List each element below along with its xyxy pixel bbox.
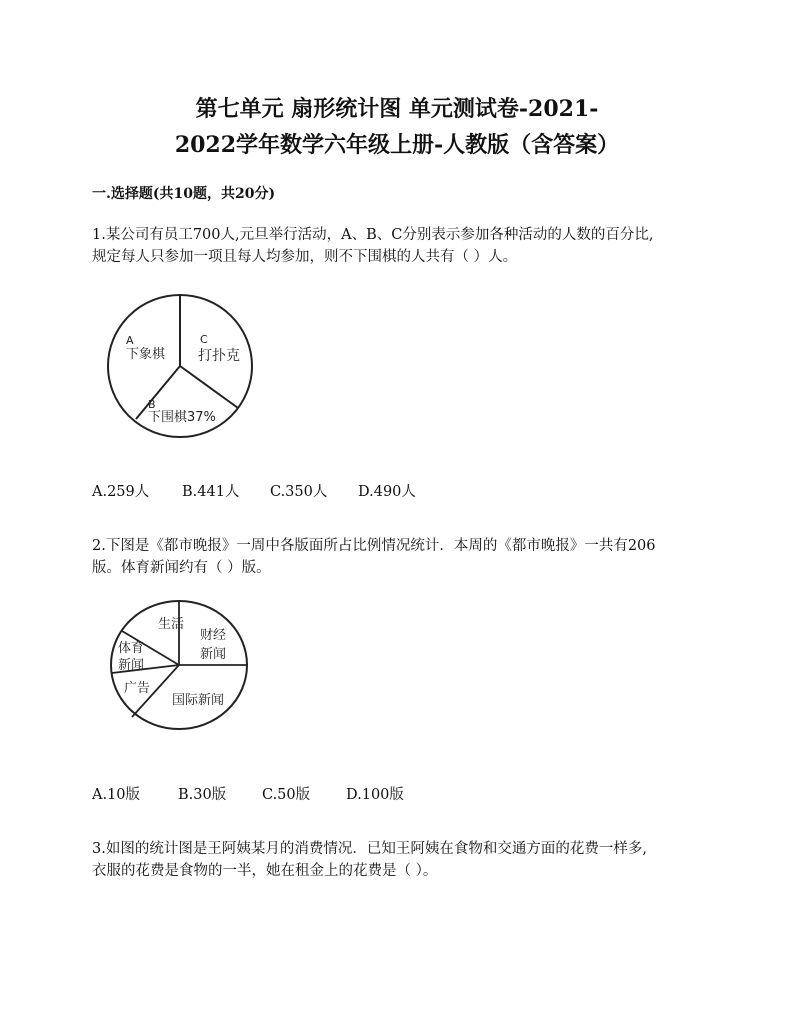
question-2-option-a[interactable]: A.10版: [92, 787, 141, 803]
question-2: [92, 535, 702, 579]
section-heading: 一.选择题(共10题，共20分): [92, 186, 276, 202]
question-1-option-d[interactable]: D.490人: [358, 484, 416, 500]
pie-1-slice-c-label: 打扑克: [198, 348, 240, 364]
question-3: [92, 838, 702, 882]
pie-2-slice-ads-label: 广告: [124, 681, 151, 696]
question-1-text-line1: 1.某公司有员工700人,元旦举行活动，A、B、C分别表示参加各种活动的人数的百分比,: [92, 227, 654, 243]
question-1-option-c[interactable]: C.350人: [270, 484, 328, 500]
question-1-pie-chart: [100, 282, 260, 442]
question-2-text-line2: 版。体育新闻约有（ ）版。: [92, 560, 271, 576]
question-2-text-line1: 2.下图是《都市晚报》一周中各版面所占比例情况统计．本周的《都市晚报》一共有206: [92, 538, 656, 554]
pie-2-slice-finance-label-line2: 新闻: [200, 647, 227, 662]
pie-1-slice-c-letter: C: [200, 333, 208, 346]
pie-1-slice-a-label: 下象棋: [126, 347, 166, 362]
pie-2-slice-international-label: 国际新闻: [172, 693, 225, 708]
pie-1-slice-b-label: 下围棋37%: [148, 410, 216, 425]
document-title-line2: 2022学年数学六年级上册-人教版（含答案）: [174, 132, 620, 158]
question-3-text-line1: 3.如图的统计图是王阿姨某月的消费情况．已知王阿姨在食物和交通方面的花费一样多,: [92, 841, 647, 857]
question-1-text-line2: 规定每人只参加一项且每人均参加，则不下围棋的人共有（ ）人。: [92, 249, 518, 265]
pie-1-divider-right: [180, 366, 238, 408]
question-3-text-line2: 衣服的花费是食物的一半，她在租金上的花费是（ ）。: [92, 863, 438, 879]
document-title-line1: 第七单元 扇形统计图 单元测试卷-2021-: [195, 96, 599, 122]
question-2-option-b[interactable]: B.30版: [178, 787, 227, 803]
question-2-option-c[interactable]: C.50版: [262, 787, 311, 803]
question-1: [92, 224, 702, 268]
question-2-option-d[interactable]: D.100版: [346, 787, 404, 803]
pie-1-slice-a-letter: A: [126, 334, 134, 347]
question-2-pie-chart: [104, 597, 254, 737]
question-2-options: [92, 783, 404, 804]
question-1-options: [92, 480, 416, 501]
pie-1-slice-b-letter: B: [148, 398, 156, 411]
pie-2-slice-finance-label-line1: 财经: [200, 628, 227, 643]
pie-2-slice-life-label: 生活: [158, 617, 185, 632]
question-1-option-b[interactable]: B.441人: [182, 484, 240, 500]
pie-2-slice-sports-label-line2: 新闻: [118, 658, 145, 673]
pie-2-slice-sports-label-line1: 体育: [118, 641, 145, 656]
question-1-option-a[interactable]: A.259人: [92, 484, 150, 500]
